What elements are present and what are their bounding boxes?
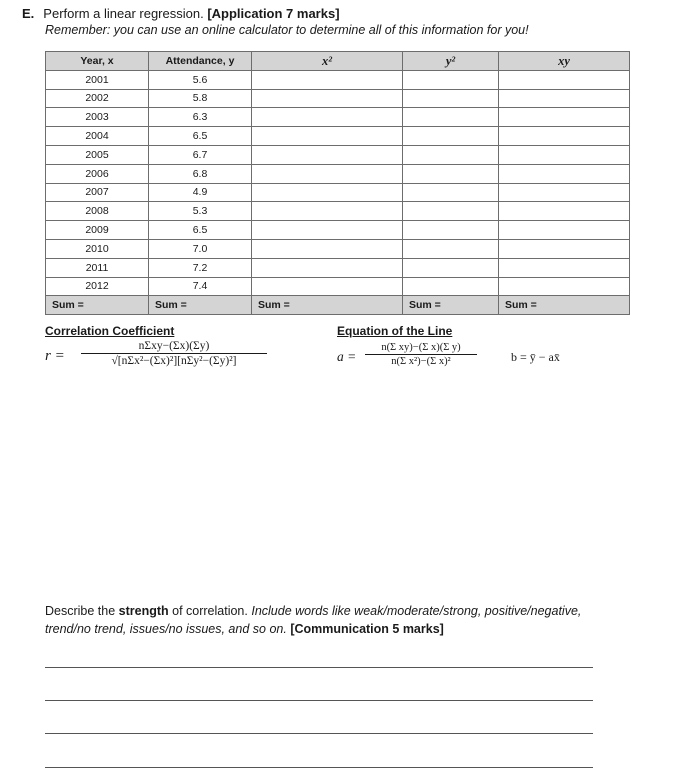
cell-year: 2007	[46, 183, 149, 202]
cell-attendance: 6.7	[149, 145, 252, 164]
remember-note: Remember: you can use an online calculator to determine all of this information for you!	[45, 23, 529, 37]
cell-x-squared[interactable]	[252, 70, 403, 89]
cell-year: 2001	[46, 70, 149, 89]
sum-x-squared[interactable]: Sum =	[252, 296, 403, 315]
describe-strength: strength	[118, 604, 169, 618]
table-row	[46, 145, 630, 164]
cell-x-squared[interactable]	[252, 239, 403, 258]
slope-fraction	[365, 342, 477, 367]
cell-attendance: 6.5	[149, 127, 252, 146]
question-heading	[22, 6, 340, 21]
describe-intro: Describe the	[45, 604, 119, 618]
sum-year[interactable]: Sum =	[46, 296, 149, 315]
cell-year: 2008	[46, 202, 149, 221]
table-body	[46, 70, 630, 296]
cell-year: 2005	[46, 145, 149, 164]
slope-denominator: n(Σ x²)−(Σ x)²	[391, 356, 451, 367]
cell-x-squared[interactable]	[252, 183, 403, 202]
sum-attendance[interactable]: Sum =	[149, 296, 252, 315]
table-row	[46, 108, 630, 127]
cell-attendance: 5.6	[149, 70, 252, 89]
cell-xy[interactable]	[499, 183, 630, 202]
cell-xy[interactable]	[499, 108, 630, 127]
intercept-formula: b = ȳ − ax̄	[511, 350, 560, 364]
table-row	[46, 89, 630, 108]
correlation-numerator: nΣxy−(Σx)(Σy)	[81, 340, 267, 354]
correlation-fraction	[81, 340, 267, 367]
cell-attendance: 5.3	[149, 202, 252, 221]
answer-line-1[interactable]	[45, 667, 593, 668]
cell-x-squared[interactable]	[252, 127, 403, 146]
cell-year: 2004	[46, 127, 149, 146]
cell-x-squared[interactable]	[252, 89, 403, 108]
cell-xy[interactable]	[499, 277, 630, 296]
correlation-denominator: √[nΣx²−(Σx)²][nΣy²−(Σy)²]	[111, 355, 237, 367]
cell-xy[interactable]	[499, 89, 630, 108]
cell-x-squared[interactable]	[252, 108, 403, 127]
cell-y-squared[interactable]	[403, 108, 499, 127]
cell-year: 2011	[46, 258, 149, 277]
cell-attendance: 4.9	[149, 183, 252, 202]
header-x-squared: x²	[252, 52, 403, 71]
question-label: E.	[22, 6, 35, 21]
table-row	[46, 164, 630, 183]
cell-xy[interactable]	[499, 145, 630, 164]
cell-y-squared[interactable]	[403, 145, 499, 164]
slope-numerator: n(Σ xy)−(Σ x)(Σ y)	[365, 342, 477, 355]
cell-attendance: 7.4	[149, 277, 252, 296]
cell-attendance: 6.5	[149, 221, 252, 240]
cell-attendance: 6.3	[149, 108, 252, 127]
slope-lhs: a =	[337, 349, 357, 364]
table-row	[46, 277, 630, 296]
describe-mid: of correlation.	[168, 604, 252, 618]
header-y-squared: y²	[403, 52, 499, 71]
sum-row	[46, 296, 630, 315]
equation-title: Equation of the Line	[337, 324, 453, 338]
header-row	[46, 52, 630, 71]
cell-attendance: 6.8	[149, 164, 252, 183]
describe-marks: [Communication 5 marks]	[290, 622, 444, 636]
cell-year: 2003	[46, 108, 149, 127]
answer-line-4[interactable]	[45, 767, 593, 768]
table-row	[46, 258, 630, 277]
table-row	[46, 70, 630, 89]
header-attendance: Attendance, y	[149, 52, 252, 71]
cell-y-squared[interactable]	[403, 89, 499, 108]
correlation-title: Correlation Coefficient	[45, 324, 175, 338]
cell-xy[interactable]	[499, 164, 630, 183]
cell-year: 2012	[46, 277, 149, 296]
answer-line-2[interactable]	[45, 700, 593, 701]
table-row	[46, 221, 630, 240]
cell-attendance: 7.0	[149, 239, 252, 258]
sum-y-squared[interactable]: Sum =	[403, 296, 499, 315]
answer-line-3[interactable]	[45, 733, 593, 734]
cell-year: 2002	[46, 89, 149, 108]
cell-year: 2006	[46, 164, 149, 183]
sum-xy[interactable]: Sum =	[499, 296, 630, 315]
cell-xy[interactable]	[499, 258, 630, 277]
cell-y-squared[interactable]	[403, 277, 499, 296]
cell-y-squared[interactable]	[403, 258, 499, 277]
table-row	[46, 127, 630, 146]
cell-x-squared[interactable]	[252, 258, 403, 277]
cell-xy[interactable]	[499, 127, 630, 146]
header-xy: xy	[499, 52, 630, 71]
cell-xy[interactable]	[499, 202, 630, 221]
table-row	[46, 183, 630, 202]
cell-xy[interactable]	[499, 239, 630, 258]
cell-x-squared[interactable]	[252, 164, 403, 183]
table-row	[46, 202, 630, 221]
question-marks: [Application 7 marks]	[207, 6, 340, 21]
cell-y-squared[interactable]	[403, 183, 499, 202]
describe-instructions: Include words like weak/moderate/strong, positive/negative, trend/no trend, issues/no issues, and so on.	[45, 604, 582, 636]
cell-y-squared[interactable]	[403, 164, 499, 183]
cell-attendance: 7.2	[149, 258, 252, 277]
cell-xy[interactable]	[499, 221, 630, 240]
table-row	[46, 239, 630, 258]
question-text: Perform a linear regression.	[43, 6, 204, 21]
cell-x-squared[interactable]	[252, 221, 403, 240]
cell-x-squared[interactable]	[252, 145, 403, 164]
cell-y-squared[interactable]	[403, 221, 499, 240]
cell-year: 2009	[46, 221, 149, 240]
regression-table	[45, 51, 630, 315]
cell-xy[interactable]	[499, 70, 630, 89]
describe-prompt	[45, 602, 605, 638]
cell-y-squared[interactable]	[403, 127, 499, 146]
correlation-lhs: r =	[45, 348, 65, 364]
cell-year: 2010	[46, 239, 149, 258]
cell-attendance: 5.8	[149, 89, 252, 108]
header-year: Year, x	[46, 52, 149, 71]
cell-y-squared[interactable]	[403, 70, 499, 89]
cell-y-squared[interactable]	[403, 239, 499, 258]
cell-x-squared[interactable]	[252, 202, 403, 221]
cell-y-squared[interactable]	[403, 202, 499, 221]
cell-x-squared[interactable]	[252, 277, 403, 296]
